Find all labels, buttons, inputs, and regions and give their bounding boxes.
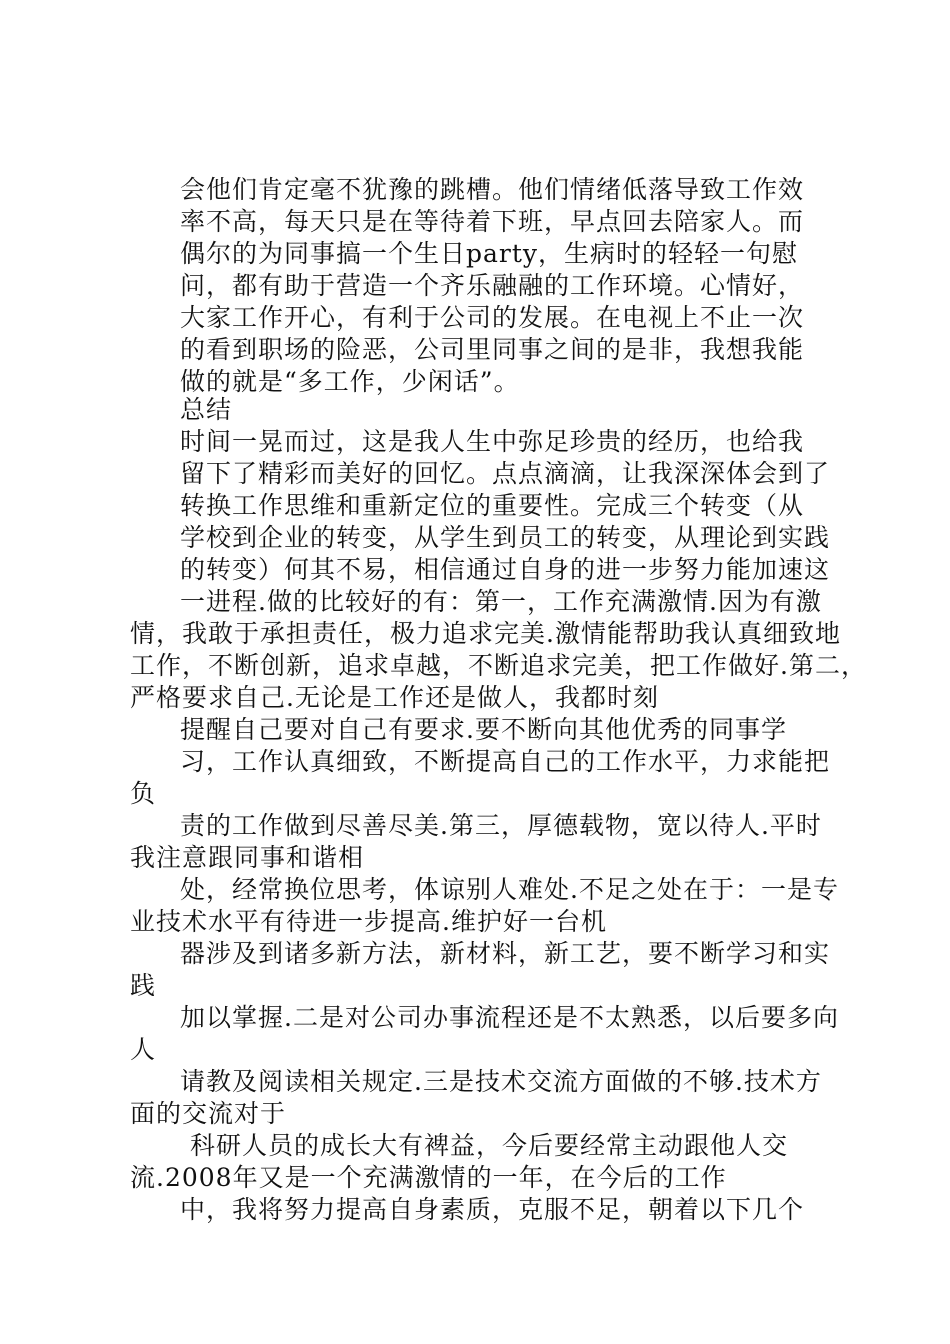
text-line: 时间一晃而过，这是我人生中弥足珍贵的经历，也给我	[180, 427, 805, 456]
text-line: 习，工作认真细致，不断提高自己的工作水平，力求能把	[180, 747, 831, 776]
text-line: 业技术水平有待进一步提高.维护好一台机	[130, 907, 607, 936]
text-line: 留下了精彩而美好的回忆。点点滴滴，让我深深体会到了	[180, 459, 831, 488]
text-line: 学校到企业的转变，从学生到员工的转变，从理论到实践	[180, 523, 831, 552]
text-line: 大家工作开心，有利于公司的发展。在电视上不止一次	[180, 303, 805, 332]
text-line: 工作，不断创新，追求卓越，不断追求完美，把工作做好.第二，	[130, 651, 867, 680]
text-line: 严格要求自己.无论是工作还是做人，我都时刻	[130, 683, 659, 712]
text-line: 我注意跟同事和谐相	[130, 843, 365, 872]
text-line: 责的工作做到尽善尽美.第三，厚德载物，宽以待人.平时	[180, 811, 822, 840]
text-line: 提醒自己要对自己有要求.要不断向其他优秀的同事学	[180, 715, 787, 744]
text-line: 科研人员的成长大有裨益，今后要经常主动跟他人交	[190, 1131, 789, 1160]
text-line: 情，我敢于承担责任，极力追求完美.激情能帮助我认真细致地	[130, 619, 841, 648]
text-line: 转换工作思维和重新定位的重要性。完成三个转变（从	[180, 491, 805, 520]
text-line: 偶尔的为同事搞一个生日party，生病时的轻轻一句慰	[180, 239, 799, 268]
section-heading: 总结	[180, 395, 233, 424]
text-line: 请教及阅读相关规定.三是技术交流方面做的不够.技术方	[180, 1067, 822, 1096]
text-line: 的看到职场的险恶，公司里同事之间的是非，我想我能	[180, 335, 805, 364]
text-line: 问，都有助于营造一个齐乐融融的工作环境。心情好，	[180, 271, 805, 300]
text-line: 践	[130, 971, 157, 1000]
text-line: 负	[130, 779, 157, 808]
text-line: 中，我将努力提高自身素质，克服不足，朝着以下几个	[180, 1195, 805, 1224]
text-line: 器涉及到诸多新方法，新材料，新工艺，要不断学习和实	[180, 939, 831, 968]
text-line: 做的就是“多工作，少闲话”。	[180, 367, 520, 396]
text-line: 面的交流对于	[130, 1099, 287, 1128]
text-line: 流.2008年又是一个充满激情的一年，在今后的工作	[130, 1163, 727, 1192]
text-line: 加以掌握.二是对公司办事流程还是不太熟悉，以后要多向	[180, 1003, 839, 1032]
text-line: 处，经常换位思考，体谅别人难处.不足之处在于：一是专	[180, 875, 839, 904]
text-line: 一进程.做的比较好的有：第一，工作充满激情.因为有激	[180, 587, 822, 616]
text-line: 的转变）何其不易，相信通过自身的进一步努力能加速这	[180, 555, 831, 584]
text-line: 率不高，每天只是在等待着下班，早点回去陪家人。而	[180, 207, 805, 236]
text-line: 会他们肯定毫不犹豫的跳槽。他们情绪低落导致工作效	[180, 175, 805, 204]
text-line: 人	[130, 1035, 157, 1064]
